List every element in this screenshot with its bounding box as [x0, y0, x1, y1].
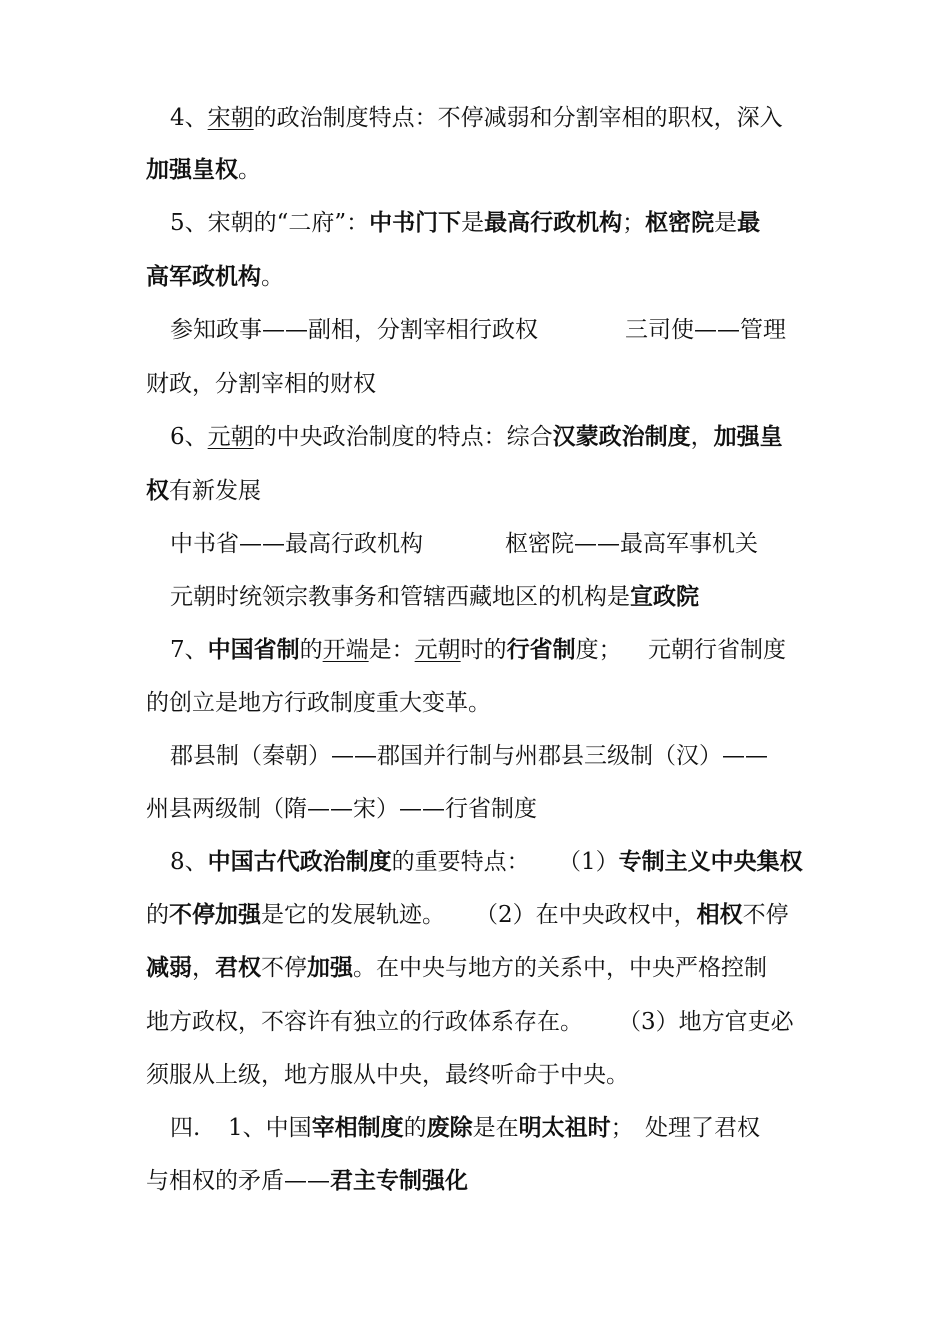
text-line [0, 948, 950, 988]
underlined-text: 宋朝 [207, 105, 254, 131]
underlined-text: 元朝 [414, 637, 461, 663]
text-segment: 须服从上级，地方服从中央，最终听命于中央。 [146, 1062, 629, 1088]
text-segment: 的 [146, 902, 169, 928]
text-segment: 是： [368, 637, 415, 663]
text-segment: 州县两级制（隋——宋）——行省制度 [146, 796, 537, 822]
text-segment: 是在 [472, 1115, 519, 1141]
text-segment: 是 [714, 210, 738, 236]
text-line [0, 736, 950, 776]
text-segment: 时的 [460, 637, 507, 663]
text-segment: （3）地方官吏必 [618, 1009, 794, 1035]
text-line [0, 471, 950, 511]
text-segment: 有新发展 [169, 478, 261, 504]
bold-text: 相权 [696, 901, 743, 928]
bold-text: 宣政院 [630, 583, 699, 610]
text-line [0, 524, 950, 564]
text-segment: 的政治制度特点：不停减弱和分割宰相的职权，深入 [253, 105, 783, 131]
bold-text: 减弱 [146, 954, 192, 981]
text-segment: 财政，分割宰相的财权 [146, 371, 376, 397]
text-segment: ； [610, 1115, 634, 1141]
bold-text: 专制主义中央集权 [618, 848, 803, 875]
text-segment: 与相权的矛盾—— [146, 1168, 330, 1194]
bold-text: 高军政机构 [146, 263, 261, 290]
bold-text: 不停加强 [169, 901, 261, 928]
bold-text: 加强皇 [713, 423, 783, 450]
bold-text: 加强皇权 [146, 156, 238, 183]
bold-text: 君主专制强化 [330, 1167, 468, 1194]
text-segment: 是 [461, 210, 485, 236]
text-segment: 6、 [170, 424, 208, 450]
text-segment: 的 [403, 1115, 427, 1141]
text-line [0, 257, 950, 297]
text-segment: ， [192, 955, 215, 981]
text-line [0, 203, 950, 243]
text-segment: 元朝行省制度 [648, 637, 786, 663]
text-segment: 5、宋朝的“二府”： [170, 210, 370, 236]
text-line [0, 1108, 950, 1148]
text-line [0, 630, 950, 670]
underlined-text: 开端 [322, 637, 369, 663]
text-segment: 郡县制（秦朝）——郡国并行制与州郡县三级制（汉）—— [170, 743, 768, 769]
text-segment: 三司使——管理 [625, 317, 786, 343]
text-segment: 不停 [261, 955, 307, 981]
text-segment: 的创立是地方行政制度重大变革。 [146, 690, 491, 716]
bold-text: 中国古代政治制度 [207, 848, 392, 875]
text-line [0, 789, 950, 829]
text-segment: （2）在中央政权中， [475, 902, 697, 928]
text-segment: 中书省——最高行政机构 [170, 531, 423, 557]
text-line [0, 1161, 950, 1201]
text-segment: 1、中国 [228, 1115, 312, 1141]
text-line [0, 1055, 950, 1095]
bold-text: 权 [146, 477, 169, 504]
text-segment: 的重要特点： [391, 849, 530, 875]
bold-text: 行省制 [506, 636, 576, 663]
text-segment: 是它的发展轨迹。 [261, 902, 445, 928]
text-segment: （1） [558, 849, 619, 875]
text-line [0, 577, 950, 617]
text-segment: 参知政事——副相，分割宰相行政权 [170, 317, 538, 343]
text-line [0, 150, 950, 190]
bold-text: 最高行政机构 [484, 209, 623, 236]
text-line [0, 364, 950, 404]
text-segment: 。 [238, 157, 261, 183]
text-segment: 不停 [742, 902, 789, 928]
text-segment: 地方政权，不容许有独立的行政体系存在。 [146, 1009, 583, 1035]
text-line [0, 310, 950, 350]
bold-text: 废除 [426, 1114, 473, 1141]
bold-text: 汉蒙政治制度 [552, 423, 691, 450]
text-line [0, 417, 950, 457]
text-segment: 的中央政治制度的特点：综合 [253, 424, 553, 450]
text-segment: ； [622, 210, 646, 236]
text-segment: 枢密院——最高军事机关 [505, 531, 758, 557]
text-segment: 8、 [170, 849, 208, 875]
text-segment: 处理了君权 [645, 1115, 760, 1141]
text-segment: 元朝时统领宗教事务和管辖西藏地区的机构是 [170, 584, 630, 610]
text-segment: 4、 [170, 105, 208, 131]
text-segment: ， [690, 424, 714, 450]
bold-text: 加强 [307, 954, 353, 981]
text-line [0, 895, 950, 935]
underlined-text: 元朝 [207, 424, 254, 450]
text-segment: 度； [575, 637, 622, 663]
bold-text: 明太祖时 [518, 1114, 611, 1141]
text-segment: 的 [299, 637, 323, 663]
text-line [0, 842, 950, 882]
text-segment: 7、 [170, 637, 208, 663]
bold-text: 君权 [215, 954, 261, 981]
text-line [0, 1002, 950, 1042]
bold-text: 宰相制度 [311, 1114, 404, 1141]
text-segment: 。在中央与地方的关系中，中央严格控制 [353, 955, 767, 981]
text-segment: 四. [170, 1115, 201, 1141]
bold-text: 中书门下 [369, 209, 462, 236]
text-line [0, 98, 950, 138]
text-line [0, 683, 950, 723]
text-segment: 。 [261, 264, 284, 290]
bold-text: 最 [737, 209, 761, 236]
bold-text: 枢密院 [645, 209, 715, 236]
bold-text: 中国省制 [207, 636, 300, 663]
